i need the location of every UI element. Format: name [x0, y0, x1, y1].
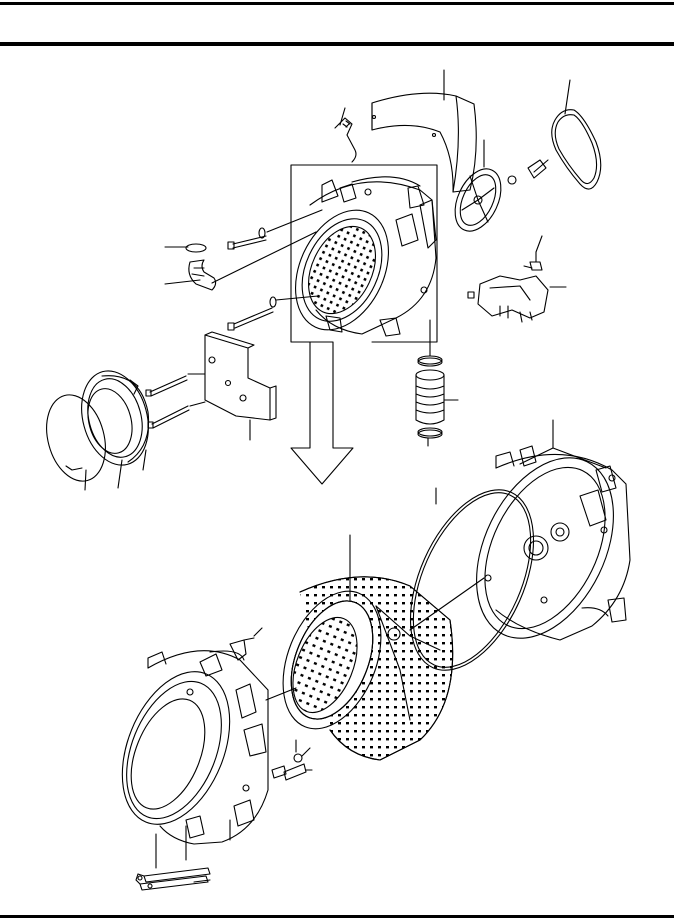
leader-belt: [565, 80, 570, 114]
leader-diaphragm: [143, 450, 146, 470]
drive-belt: [552, 110, 601, 189]
door-clamp-ring: [38, 388, 115, 487]
heater: [136, 868, 210, 890]
hose-elbow-vent: [186, 244, 216, 290]
tub-bolt-long-lower: [228, 297, 276, 330]
hollow-arrow: [291, 342, 353, 484]
leader-tub-rear-c: [553, 448, 606, 468]
weight-bolt-2: [148, 406, 189, 428]
hose-clamp-lower: [418, 428, 442, 446]
leader-front-drum: [266, 688, 296, 700]
leader-motor-bolt: [536, 236, 542, 252]
leader-clamp-ring: [118, 460, 122, 488]
leader-tub-rear-b: [520, 448, 553, 464]
leader-therm: [302, 748, 310, 756]
spring-hook: [335, 118, 356, 162]
tub-bolt-long: [228, 228, 266, 249]
thermistor: [272, 740, 306, 780]
leader-weight-bolt2: [190, 402, 205, 406]
motor-bolt: [530, 252, 542, 270]
bellows-drain-hose: [416, 370, 444, 424]
outer-tub-upper-assembly: [277, 177, 436, 345]
weight-bolt-1: [146, 376, 187, 396]
inner-drum: [264, 577, 452, 760]
motor: [468, 266, 548, 322]
balance-weight-front: [205, 332, 276, 420]
leader-elbow-tub: [212, 232, 316, 283]
leader-front-screw: [254, 628, 262, 636]
bolt-nut-pulley: [508, 160, 548, 184]
leader-wire: [85, 470, 86, 490]
leader-bolt-upper: [267, 210, 322, 232]
tub-front: [102, 651, 268, 844]
tub-rear: [449, 435, 641, 660]
hose-clamp: [418, 356, 442, 366]
leader-spring: [340, 108, 345, 125]
